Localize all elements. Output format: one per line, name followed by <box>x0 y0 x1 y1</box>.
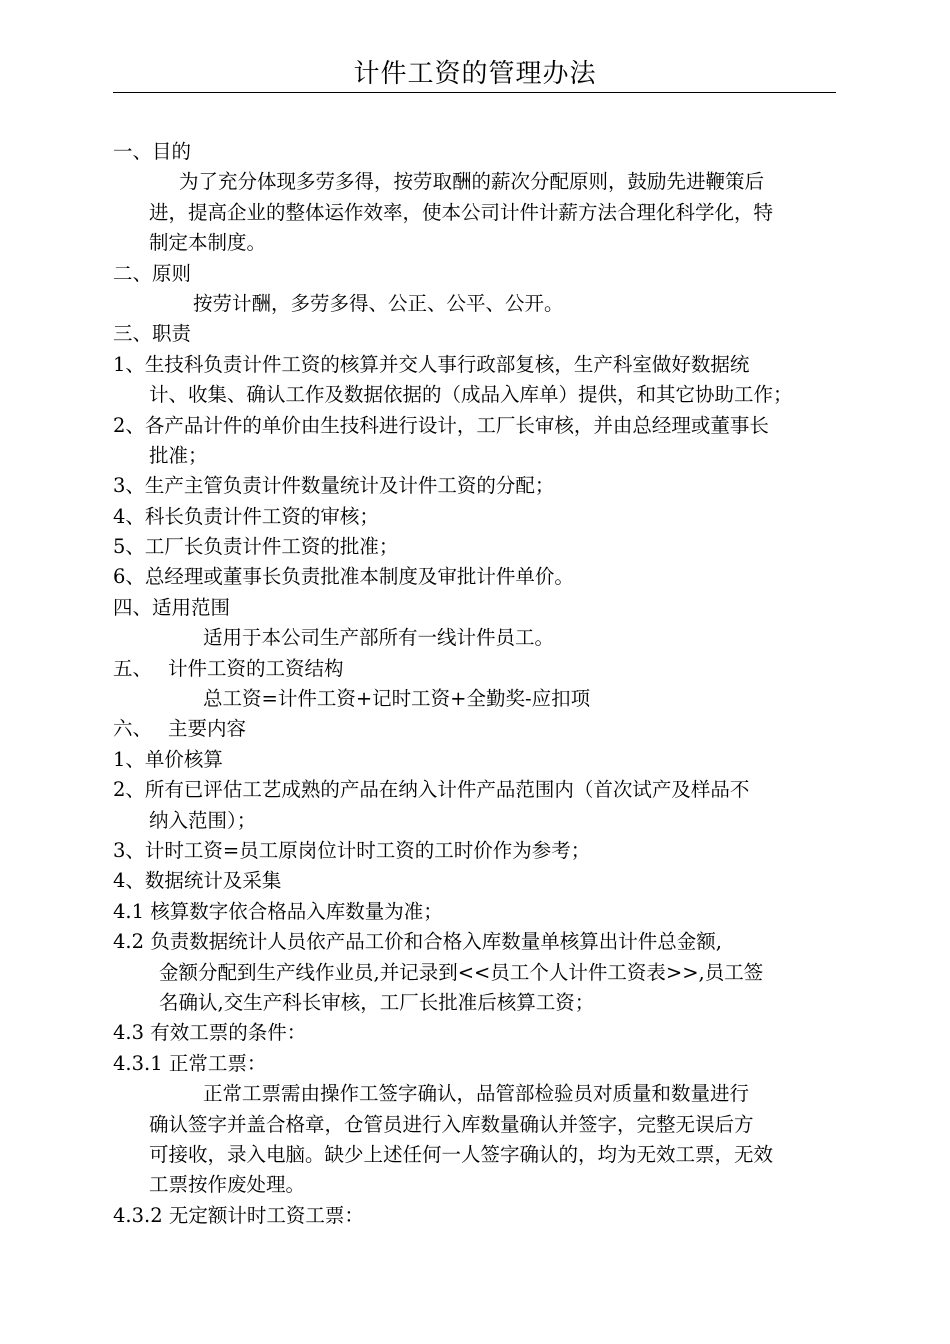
list-item: 2、各产品计件的单价由生技科进行设计，工厂长审核，并由总经理或董事长 <box>113 413 769 437</box>
paragraph-line: 制定本制度。 <box>149 231 267 255</box>
list-item: 3、生产主管负责计件数量统计及计件工资的分配； <box>113 474 555 498</box>
paragraph-line: 可接收，录入电脑。缺少上述任何一人签字确认的，均为无效工票，无效 <box>149 1142 774 1166</box>
paragraph-line: 工票按作废处理。 <box>149 1173 306 1197</box>
paragraph-line: 适用于本公司生产部所有一线计件员工。 <box>203 626 555 650</box>
list-item: 1、单价核算 <box>113 747 223 771</box>
list-item: 6、总经理或董事长负责批准本制度及审批计件单价。 <box>113 565 574 589</box>
section-heading: 六、 主要内容 <box>113 717 246 741</box>
sub-item: 4.2 负责数据统计人员依产品工价和合格入库数量单核算出计件总金额, <box>113 930 722 954</box>
section-heading: 一、目的 <box>113 140 192 163</box>
list-item-continuation: 计、收集、确认工作及数据依据的（成品入库单）提供，和其它协助工作； <box>149 383 793 407</box>
title-underline <box>113 92 836 93</box>
list-item: 3、计时工资=员工原岗位计时工资的工时价作为参考； <box>113 838 591 862</box>
sub-item-continuation: 名确认,交生产科长审核，工厂长批准后核算工资； <box>159 990 595 1014</box>
paragraph-line: 正常工票需由操作工签字确认，品管部检验员对质量和数量进行 <box>203 1082 750 1106</box>
section-heading: 三、职责 <box>113 322 192 346</box>
list-item: 5、工厂长负责计件工资的批准； <box>113 535 399 559</box>
section-heading: 四、适用范围 <box>113 595 231 619</box>
list-item: 1、生技科负责计件工资的核算并交人事行政部复核，生产科室做好数据统 <box>113 352 750 376</box>
paragraph-line: 为了充分体现多劳多得，按劳取酬的薪次分配原则，鼓励先进鞭策后 <box>179 170 765 194</box>
sub-item: 4.3.1 正常工票： <box>113 1051 267 1075</box>
list-item-continuation: 批准； <box>149 443 208 467</box>
section-heading: 五、 计件工资的工资结构 <box>113 656 344 680</box>
list-item: 2、所有已评估工艺成熟的产品在纳入计件产品范围内（首次试产及样品不 <box>113 778 750 802</box>
list-item-continuation: 纳入范围）； <box>149 808 257 832</box>
sub-item: 4.3 有效工票的条件： <box>113 1021 307 1045</box>
sub-item-continuation: 金额分配到生产线作业员,并记录到<<员工个人计件工资表>>,员工签 <box>159 960 764 984</box>
section-heading: 二、原则 <box>113 261 192 285</box>
formula-line: 总工资=计件工资+记时工资+全勤奖-应扣项 <box>203 687 591 711</box>
list-item: 4、数据统计及采集 <box>113 869 282 893</box>
list-item: 4、科长负责计件工资的审核； <box>113 504 379 528</box>
paragraph-line: 确认签字并盖合格章，仓管员进行入库数量确认并签字，完整无误后方 <box>149 1112 754 1136</box>
document-body <box>113 137 841 1231</box>
paragraph-line: 进，提高企业的整体运作效率，使本公司计件计薪方法合理化科学化，特 <box>149 200 774 224</box>
sub-item: 4.1 核算数字依合格品入库数量为准； <box>113 899 443 923</box>
document-title: 计件工资的管理办法 <box>353 59 597 89</box>
sub-item: 4.3.2 无定额计时工资工票： <box>113 1203 364 1227</box>
paragraph-line: 按劳计酬，多劳多得、公正、公平、公开。 <box>193 291 564 315</box>
